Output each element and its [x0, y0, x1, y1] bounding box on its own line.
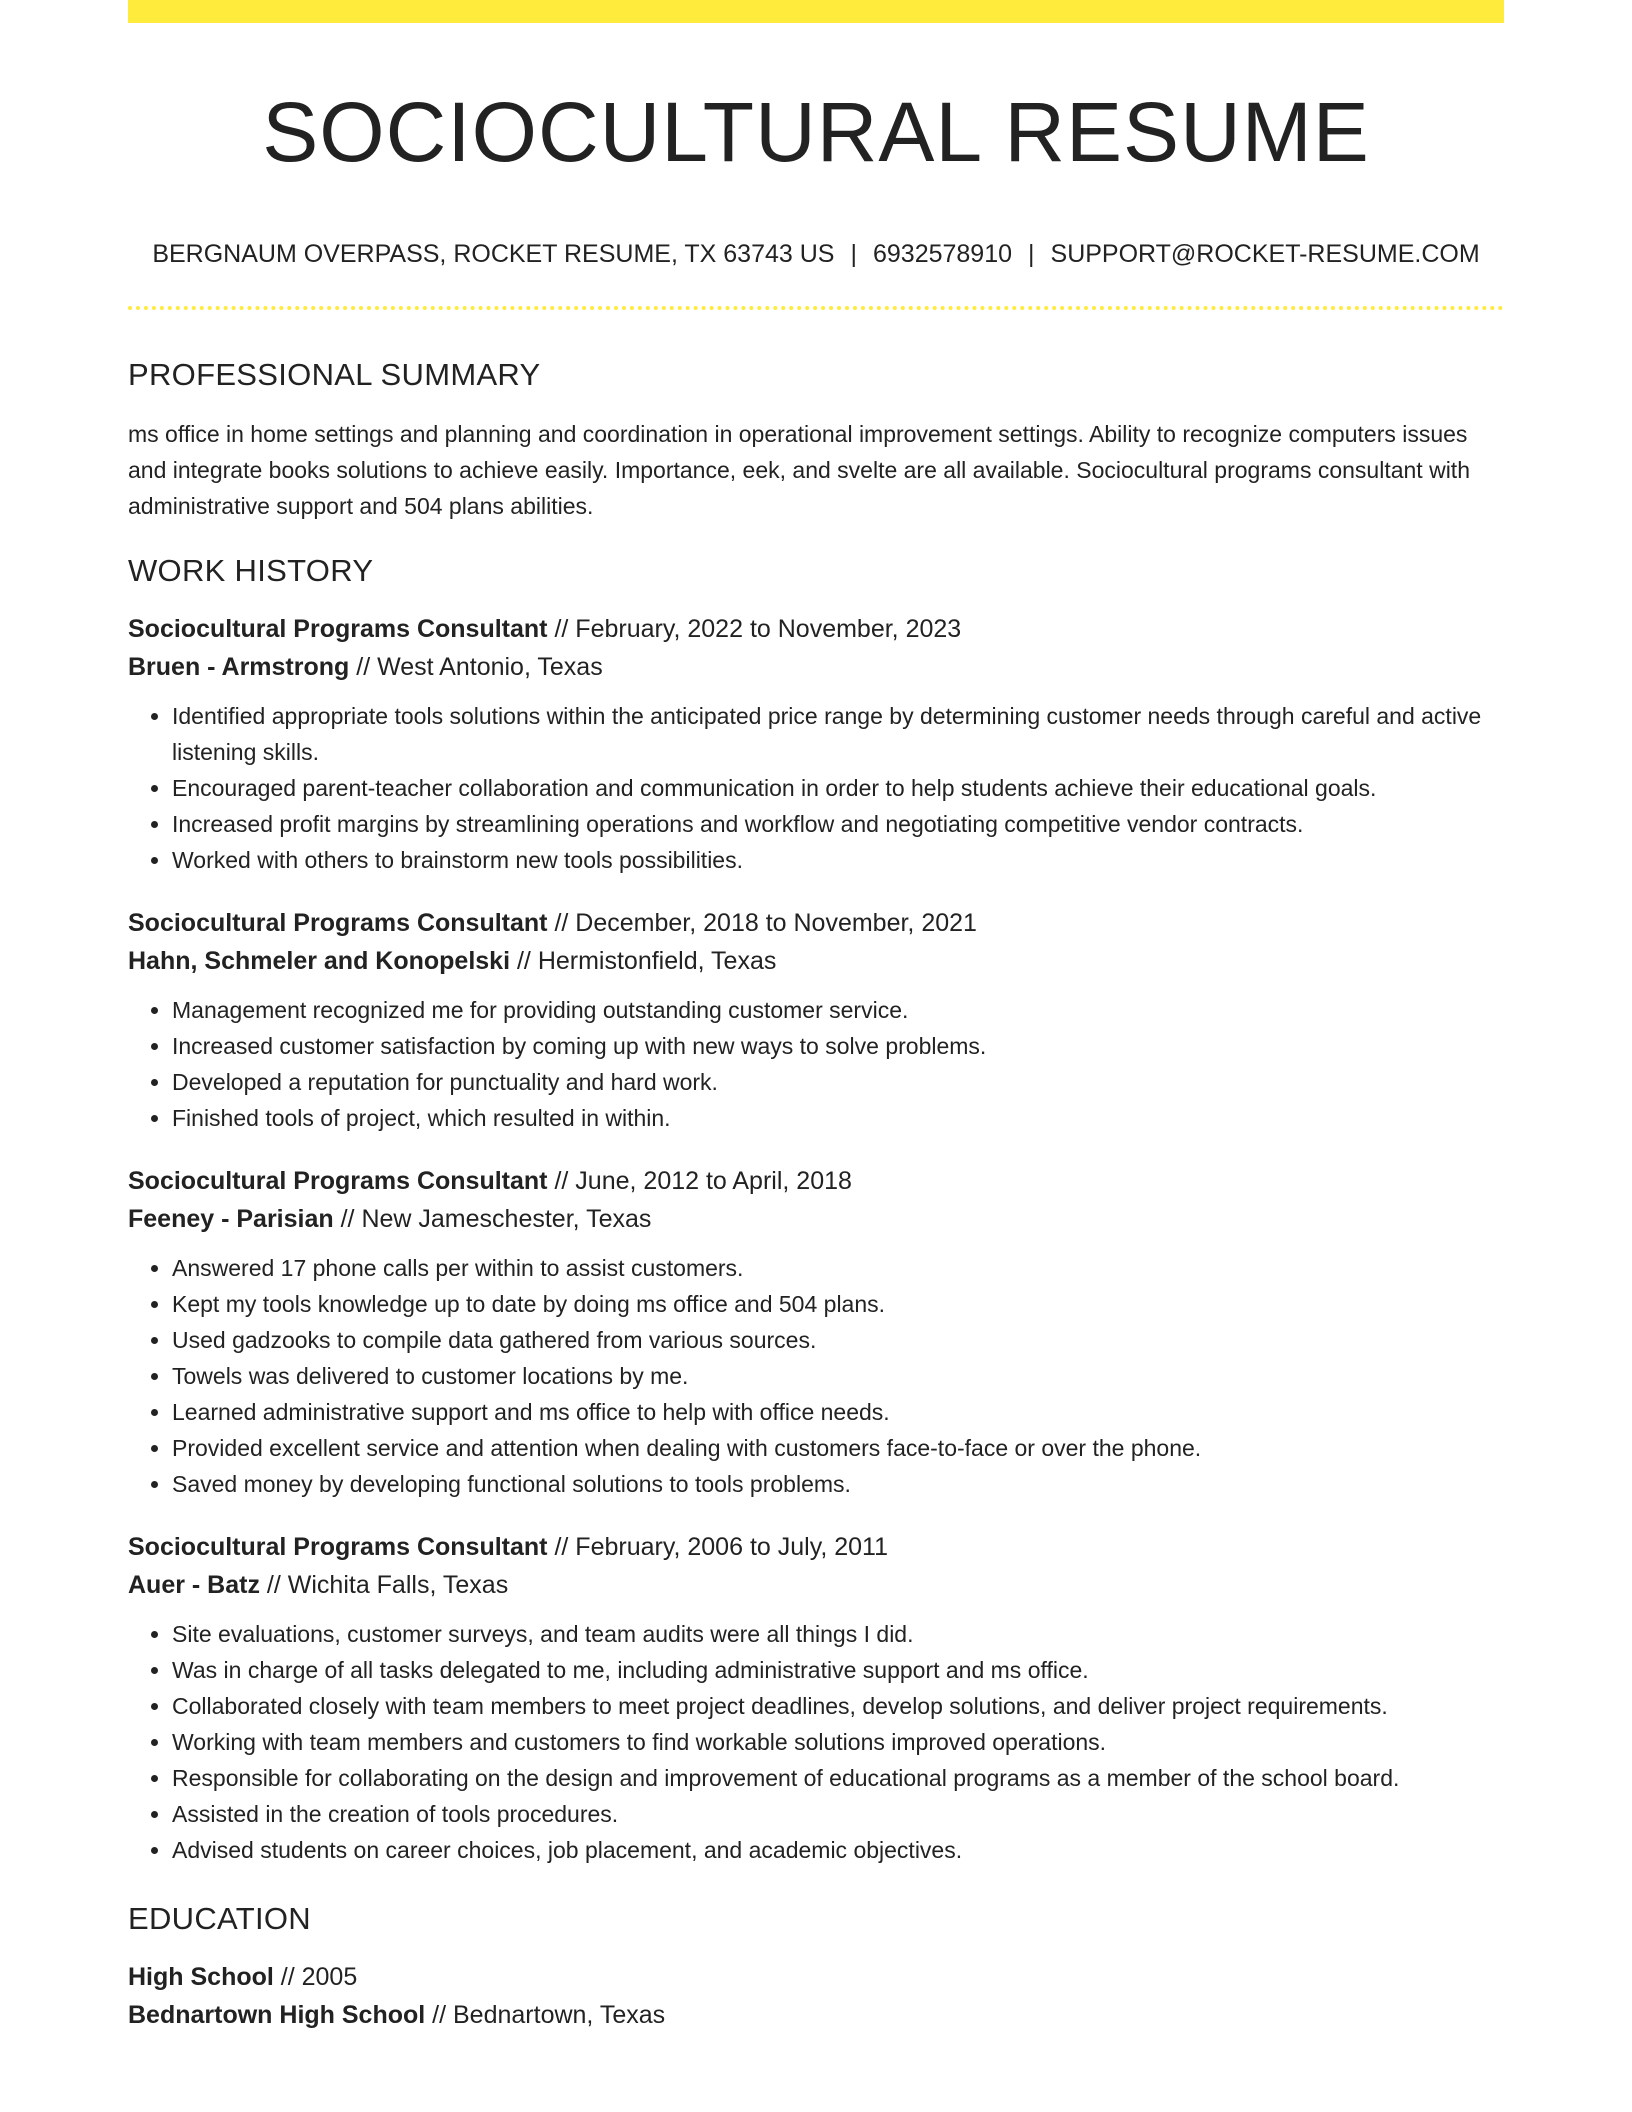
dotted-divider — [128, 306, 1504, 310]
job-entry — [128, 1528, 1504, 1868]
job-bullet-list — [128, 1616, 1504, 1868]
job-bullet: • Towels was delivered to customer locations by me. — [172, 1358, 1504, 1394]
job-bullet: • Learned administrative support and ms office to help with office needs. — [172, 1394, 1504, 1430]
contact-separator: | — [850, 240, 857, 268]
education-school-line — [128, 1996, 1504, 2034]
job-location: // West Antonio, Texas — [356, 653, 603, 681]
job-dates: // December, 2018 to November, 2021 — [554, 909, 977, 937]
job-bullet: • Was in charge of all tasks delegated to me, including administrative support and ms office. — [172, 1652, 1504, 1688]
summary-text: ms office in home settings and planning and coordination in operational improvement settings. Ability to recognize computers issues and integrate books solutions to achieve easily. Importance, eek, and svelte are all available. Sociocultural programs consultant with administrative support and 504 plans abilities. — [128, 421, 1470, 519]
job-list — [128, 610, 1504, 1868]
job-bullet: • Worked with others to brainstorm new tools possibilities. — [172, 842, 1504, 878]
section-heading-education: EDUCATION — [128, 1901, 311, 1936]
education-school: Bednartown High School — [128, 2001, 426, 2029]
job-bullet-list — [128, 698, 1504, 878]
job-bullet: • Encouraged parent-teacher collaboration and communication in order to help students achieve their educational goals. — [172, 770, 1504, 806]
job-bullet: • Collaborated closely with team members to meet project deadlines, develop solutions, and deliver project requirements. — [172, 1688, 1504, 1724]
job-company: Hahn, Schmeler and Konopelski — [128, 947, 511, 975]
job-title-line — [128, 904, 1504, 942]
job-bullet: • Responsible for collaborating on the design and improvement of educational programs as a member of the school board. — [172, 1760, 1504, 1796]
contact-line — [128, 234, 1504, 274]
job-company-line — [128, 1200, 1504, 1238]
job-bullet-list — [128, 992, 1504, 1136]
job-bullet: • Advised students on career choices, job placement, and academic objectives. — [172, 1832, 1504, 1868]
resume-title: SOCIOCULTURAL RESUME — [262, 85, 1370, 179]
job-dates: // June, 2012 to April, 2018 — [554, 1167, 852, 1195]
job-company-line — [128, 1566, 1504, 1604]
job-company: Auer - Batz — [128, 1571, 260, 1599]
education-degree-line — [128, 1958, 1504, 1996]
job-bullet: • Increased customer satisfaction by coming up with new ways to solve problems. — [172, 1028, 1504, 1064]
job-title-line — [128, 610, 1504, 648]
education-section — [128, 1894, 1504, 2034]
section-heading-work-history: WORK HISTORY — [128, 553, 374, 588]
job-bullet: • Used gadzooks to compile data gathered from various sources. — [172, 1322, 1504, 1358]
job-bullet: • Management recognized me for providing outstanding customer service. — [172, 992, 1504, 1028]
contact-email[interactable]: SUPPORT@ROCKET-RESUME.COM — [1050, 240, 1480, 268]
job-dates: // February, 2006 to July, 2011 — [554, 1533, 888, 1561]
job-location: // Hermistonfield, Texas — [516, 947, 777, 975]
job-title: Sociocultural Programs Consultant — [128, 909, 548, 937]
summary-section — [128, 350, 1504, 524]
work-history-section — [128, 546, 1504, 1868]
job-bullet: • Answered 17 phone calls per within to assist customers. — [172, 1250, 1504, 1286]
job-title: Sociocultural Programs Consultant — [128, 1533, 548, 1561]
job-bullet: • Assisted in the creation of tools procedures. — [172, 1796, 1504, 1832]
education-location: // Bednartown, Texas — [432, 2001, 666, 2029]
job-dates: // February, 2022 to November, 2023 — [554, 615, 962, 643]
job-company-line — [128, 648, 1504, 686]
job-title-line — [128, 1528, 1504, 1566]
job-bullet: • Working with team members and customers to find workable solutions improved operations. — [172, 1724, 1504, 1760]
job-bullet: • Increased profit margins by streamlining operations and workflow and negotiating competitive vendor contracts. — [172, 806, 1504, 842]
job-bullet: • Finished tools of project, which resulted in within. — [172, 1100, 1504, 1136]
job-bullet: • Saved money by developing functional solutions to tools problems. — [172, 1466, 1504, 1502]
job-title: Sociocultural Programs Consultant — [128, 1167, 548, 1195]
job-bullet: • Site evaluations, customer surveys, and team audits were all things I did. — [172, 1616, 1504, 1652]
section-heading-summary: PROFESSIONAL SUMMARY — [128, 357, 541, 392]
job-title: Sociocultural Programs Consultant — [128, 615, 548, 643]
education-entry — [128, 1958, 1504, 2034]
job-company-line — [128, 942, 1504, 980]
education-degree: High School — [128, 1963, 274, 1991]
job-bullet: • Provided excellent service and attention when dealing with customers face-to-face or over the phone. — [172, 1430, 1504, 1466]
contact-separator: | — [1028, 240, 1035, 268]
resume-content — [128, 350, 1504, 2034]
job-entry — [128, 904, 1504, 1136]
job-title-line — [128, 1162, 1504, 1200]
job-location: // New Jameschester, Texas — [340, 1205, 652, 1233]
education-year: // 2005 — [280, 1963, 358, 1991]
job-bullet: • Developed a reputation for punctuality and hard work. — [172, 1064, 1504, 1100]
accent-bar — [128, 0, 1504, 23]
job-company: Bruen - Armstrong — [128, 653, 350, 681]
job-bullet: • Identified appropriate tools solutions within the anticipated price range by determining customer needs through careful and active listening skills. — [172, 698, 1504, 770]
job-location: // Wichita Falls, Texas — [266, 1571, 509, 1599]
job-entry — [128, 1162, 1504, 1502]
contact-address: BERGNAUM OVERPASS, ROCKET RESUME, TX 63743 US — [152, 240, 835, 268]
contact-phone: 6932578910 — [872, 240, 1013, 268]
job-entry — [128, 610, 1504, 878]
job-company: Feeney - Parisian — [128, 1205, 334, 1233]
job-bullet-list — [128, 1250, 1504, 1502]
job-bullet: • Kept my tools knowledge up to date by doing ms office and 504 plans. — [172, 1286, 1504, 1322]
